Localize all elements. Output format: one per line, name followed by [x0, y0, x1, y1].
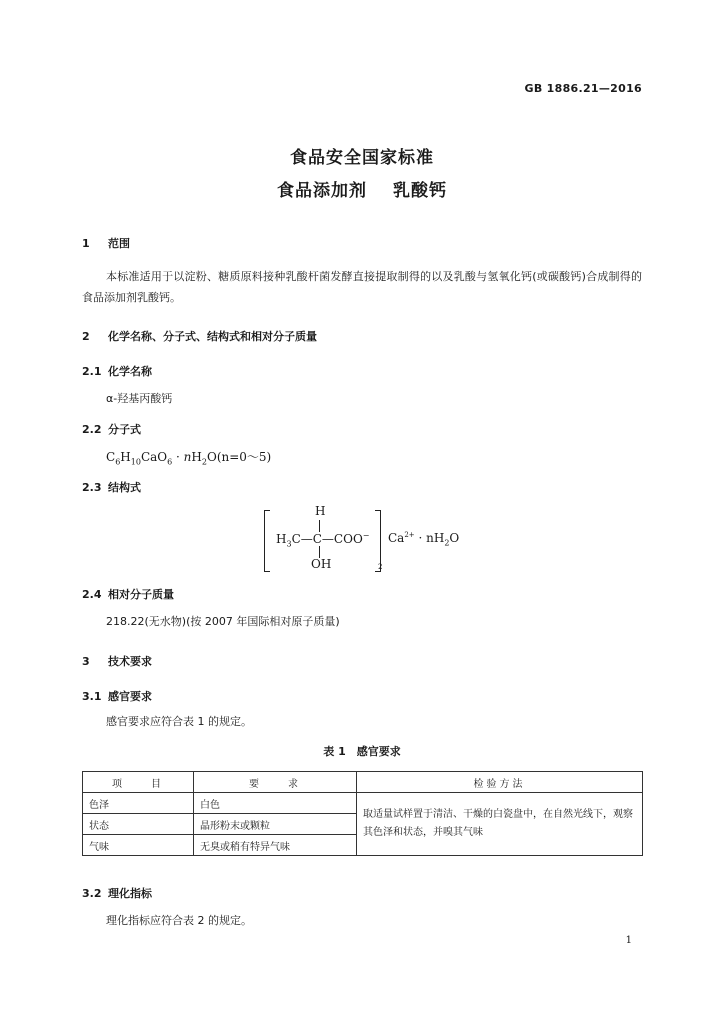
- structure-oh: OH: [311, 557, 332, 571]
- structure-top-h: H: [315, 504, 326, 518]
- section-3-1-heading: [82, 688, 152, 704]
- subtitle-part-b: 乳酸钙: [393, 181, 447, 201]
- section-title: 理化指标: [108, 887, 152, 900]
- structure-main-chain: $H_3C—C—COO^-$: [276, 531, 370, 549]
- table-cell-requirement: 无臭或稍有特异气味: [194, 835, 357, 856]
- structure-calcium: $Ca^{2+} \cdot nH_2O$: [388, 531, 460, 548]
- section-2-3-heading: [82, 479, 141, 495]
- section-3-1-body: 感官要求应符合表 1 的规定。: [106, 715, 252, 728]
- section-number: 3.2: [82, 887, 102, 900]
- table-cell-item: 状态: [83, 814, 194, 835]
- section-title: 化学名称、分子式、结构式和相对分子质量: [108, 330, 317, 343]
- table-cell-item: 气味: [83, 835, 194, 856]
- section-2-4-heading: [82, 586, 174, 602]
- section-1-heading: [82, 235, 130, 251]
- section-3-2-heading: [82, 885, 152, 901]
- left-bracket: [264, 510, 270, 572]
- section-title: 技术要求: [108, 655, 152, 668]
- column-header: 检验方法: [357, 772, 643, 793]
- standard-number: GB 1886.21—2016: [524, 82, 642, 95]
- section-title: 结构式: [108, 481, 141, 494]
- table-cell-requirement: 白色: [194, 793, 357, 814]
- section-number: 2.4: [82, 588, 102, 601]
- section-number: 2.1: [82, 365, 102, 378]
- column-header: 项 目: [83, 772, 194, 793]
- table-cell-method: 取适量试样置于清洁、干燥的白瓷盘中，在自然光线下，观察其色泽和状态，并嗅其气味: [357, 793, 643, 856]
- section-number: 2.3: [82, 481, 102, 494]
- table-1: [82, 771, 643, 856]
- structure-outer-subscript: 2: [378, 563, 383, 571]
- subtitle-part-a: 食品添加剂: [277, 181, 367, 201]
- chemical-name: α-羟基丙酸钙: [106, 392, 173, 405]
- section-title: 化学名称: [108, 365, 152, 378]
- molecular-mass: 218.22(无水物)(按 2007 年国际相对原子质量): [106, 615, 340, 628]
- table-row: [83, 793, 643, 814]
- structural-formula: [262, 504, 492, 574]
- section-number: 2: [82, 330, 90, 343]
- section-3-2-body: 理化指标应符合表 2 的规定。: [106, 914, 252, 927]
- section-3-heading: [82, 653, 152, 669]
- section-number: 2.2: [82, 423, 102, 436]
- section-title: 分子式: [108, 423, 141, 436]
- section-number: 1: [82, 237, 90, 250]
- section-2-heading: [82, 328, 317, 344]
- table-1-caption: 表 1 感官要求: [323, 745, 401, 758]
- section-1-body: 本标准适用于以淀粉、糖质原料接种乳酸杆菌发酵直接提取制得的以及乳酸与氢氧化钙(或碳酸钙)合成制得的食品添加剂乳酸钙。: [82, 270, 642, 304]
- section-title: 感官要求: [108, 690, 152, 703]
- table-cell-item: 色泽: [83, 793, 194, 814]
- section-2-1-heading: [82, 363, 152, 379]
- section-number: 3: [82, 655, 90, 668]
- section-title: 范围: [108, 237, 130, 250]
- page-number: 1: [625, 935, 632, 946]
- document-title: 食品安全国家标准: [290, 148, 434, 168]
- column-header: 要 求: [194, 772, 357, 793]
- section-number: 3.1: [82, 690, 102, 703]
- molecular-formula: $C_6H_{10}CaO_6$ · $nH_2O(n=0\sim 5)$: [106, 450, 272, 467]
- section-title: 相对分子质量: [108, 588, 174, 601]
- table-cell-requirement: 晶形粉末或颗粒: [194, 814, 357, 835]
- section-2-2-heading: [82, 421, 141, 437]
- table-header-row: [83, 772, 643, 793]
- document-subtitle: [0, 176, 724, 201]
